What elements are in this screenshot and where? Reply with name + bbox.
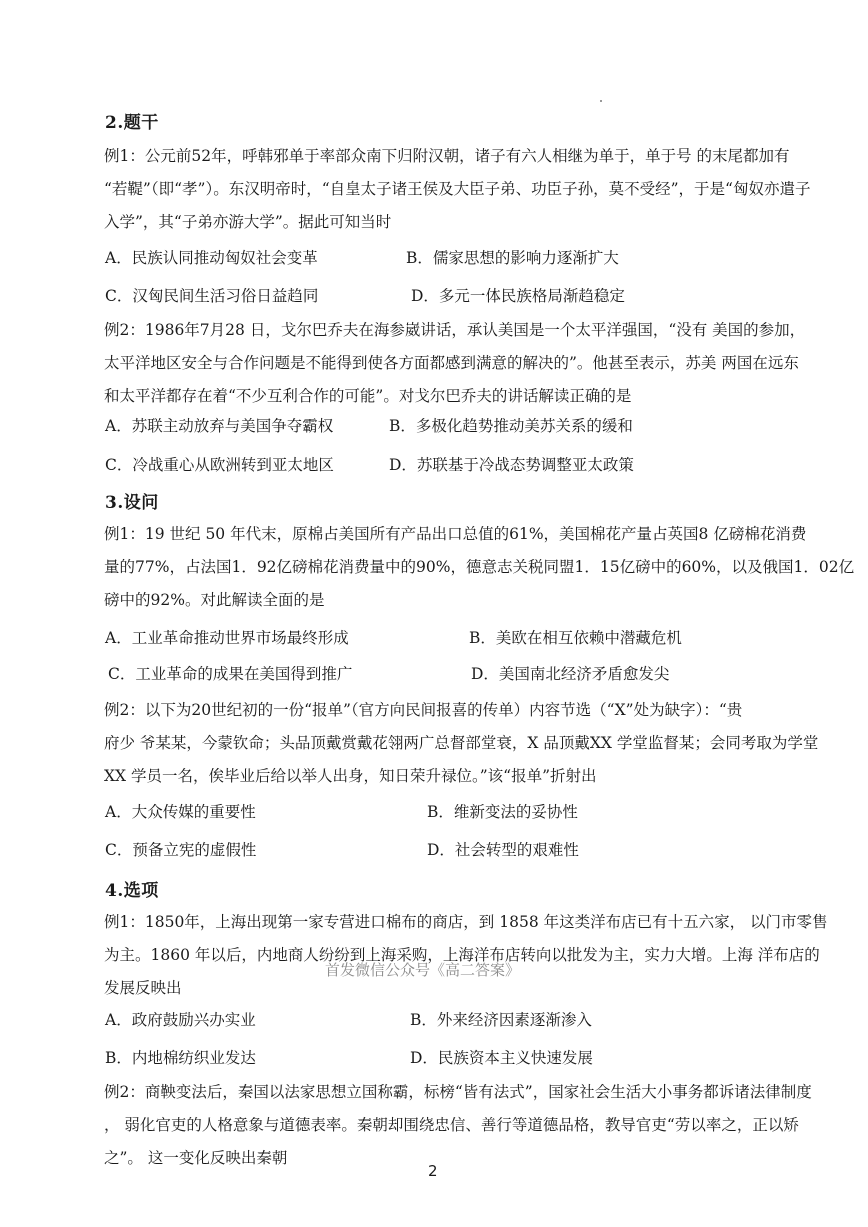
example-4-1 bbox=[104, 906, 828, 1005]
text-line: 府少 爷某某，今蒙钦命；头品顶戴赏戴花翎两广总督部堂衰，X 品顶戴XX 学堂监督某；会同考取为学堂 bbox=[104, 734, 819, 752]
option-d: D．社会转型的艰难性 bbox=[427, 841, 579, 859]
text-line: 和太平洋都存在着“不少互利合作的可能”。对戈尔巴乔夫的讲话解读正确的是 bbox=[104, 387, 632, 405]
section-heading-4: 4.选项 bbox=[105, 881, 159, 901]
example-4-2 bbox=[104, 1076, 812, 1175]
option-a: A．工业革命推动世界市场最终形成 bbox=[105, 629, 349, 647]
text-line: 例2：以下为20世纪初的一份“报单”（官方向民间报喜的传单）内容节选（“X”处为缺字）：“贵 bbox=[104, 701, 743, 719]
option-d: D．民族资本主义快速发展 bbox=[410, 1049, 593, 1067]
option-b: B．外来经济因素逐渐渗入 bbox=[410, 1011, 592, 1029]
text-line: 例1：公元前52年，呼韩邪单于率部众南下归附汉朝，诸子有六人相继为单于，单于号 的末尾都加有 bbox=[104, 147, 790, 165]
section-heading-3: 3.设问 bbox=[105, 493, 159, 513]
option-a: A．苏联主动放弃与美国争夺霸权 bbox=[105, 417, 334, 435]
text-line: 太平洋地区安全与合作问题是不能得到使各方面都感到满意的解决的”。他甚至表示，苏美 两国在远东 bbox=[104, 354, 799, 372]
option-c: B．内地棉纺织业发达 bbox=[105, 1049, 256, 1067]
watermark: 首发微信公众号《高二答案》 bbox=[325, 961, 521, 979]
text-line: 例1：1850年，上海出现第一家专营进口棉布的商店，到 1858 年这类洋布店已有十五六家， 以门市零售 bbox=[104, 913, 828, 931]
text-line: 例2：商鞅变法后，秦国以法家思想立国称霸，标榜“皆有法式”，国家社会生活大小事务都诉诸法律制度 bbox=[104, 1083, 812, 1101]
option-b: B．美欧在相互依赖中潜藏危机 bbox=[469, 629, 682, 647]
option-c: C．冷战重心从欧洲转到亚太地区 bbox=[105, 456, 334, 474]
text-line: 发展反映出 bbox=[104, 979, 182, 997]
option-d: D．美国南北经济矛盾愈发尖 bbox=[471, 665, 670, 683]
example-2-1 bbox=[104, 140, 811, 239]
page-number: 2 bbox=[428, 1162, 438, 1180]
text-line: 例1：19 世纪 50 年代末，原棉占美国所有产品出口总值的61%，美国棉花产量占英国8 亿磅棉花消费 bbox=[104, 525, 807, 543]
text-line: 磅中的92%。对此解读全面的是 bbox=[104, 591, 325, 609]
text-line: 例2：1986年7月28 日，戈尔巴乔夫在海参崴讲话，承认美国是一个太平洋强国，“没有 美国的参加， bbox=[104, 321, 806, 339]
option-d: D．多元一体民族格局渐趋稳定 bbox=[411, 287, 625, 305]
option-a: A．大众传媒的重要性 bbox=[105, 803, 256, 821]
text-line: ， 弱化官吏的人格意象与道德表率。秦朝却围绕忠信、善行等道德品格，教导官吏“劳以率之，正以矫 bbox=[104, 1116, 799, 1134]
option-c: C．汉匈民间生活习俗日益趋同 bbox=[105, 287, 319, 305]
example-2-2 bbox=[104, 314, 804, 413]
text-line: 量的77%，占法国1．92亿磅棉花消费量中的90%，德意志关税同盟1．15亿磅中的60%，以及俄国1．02亿 bbox=[104, 558, 855, 576]
option-d: D．苏联基于冷战态势调整亚太政策 bbox=[389, 456, 634, 474]
option-b: B．维新变法的妥协性 bbox=[427, 803, 578, 821]
option-b: B．多极化趋势推动美苏关系的缓和 bbox=[389, 417, 633, 435]
option-a: A．政府鼓励兴办实业 bbox=[105, 1011, 256, 1029]
example-3-2 bbox=[104, 694, 819, 793]
section-heading-2: 2.题干 bbox=[105, 113, 159, 133]
option-b: B．儒家思想的影响力逐渐扩大 bbox=[406, 249, 619, 267]
text-line: XX 学员一名，俟毕业后给以举人出身，知日荣升禄位。”该“报单”折射出 bbox=[104, 767, 597, 785]
scan-speck bbox=[600, 100, 602, 102]
option-c: C．工业革命的成果在美国得到推广 bbox=[108, 665, 353, 683]
text-line: 入学”，其“子弟亦游大学”。据此可知当时 bbox=[104, 213, 392, 231]
example-3-1 bbox=[104, 518, 855, 617]
option-a: A．民族认同推动匈奴社会变革 bbox=[105, 249, 318, 267]
option-c: C．预备立宪的虚假性 bbox=[105, 841, 257, 859]
text-line: 之”。 这一变化反映出秦朝 bbox=[104, 1149, 288, 1167]
text-line: 为主。1860 年以后，内地商人纷纷到上海采购，上海洋布店转向以批发为主，实力大增。上海 洋布店的 bbox=[104, 946, 820, 964]
text-line: “若鞮”（即“孝”）。东汉明帝时，“自皇太子诸王侯及大臣子弟、功臣子孙，莫不受经”，于是“匈奴亦遣子 bbox=[104, 180, 811, 198]
